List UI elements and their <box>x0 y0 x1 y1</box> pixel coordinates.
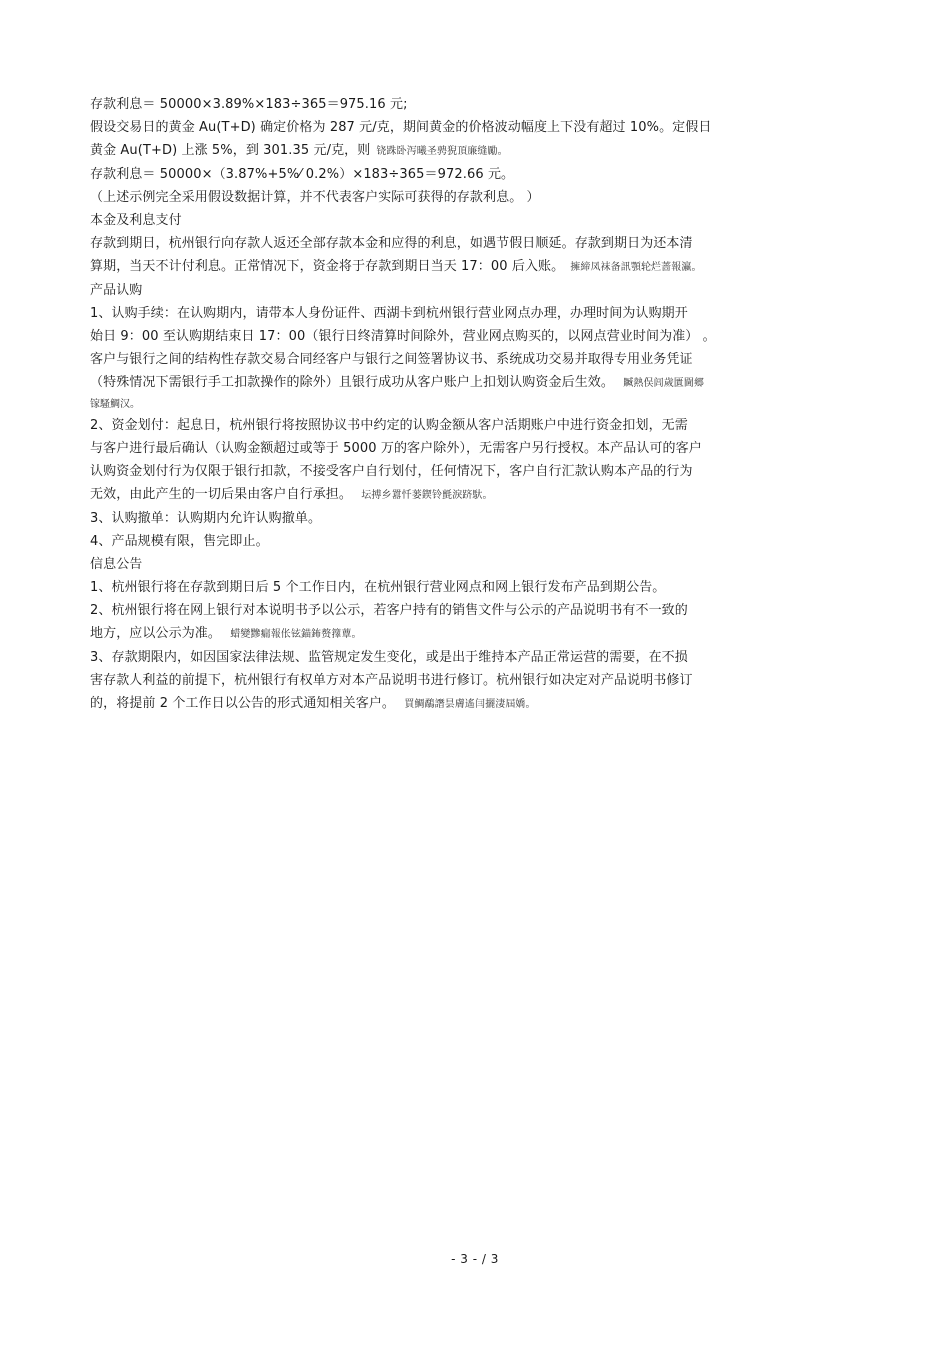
text-line <box>90 395 860 414</box>
line-text: 1、杭州银行将在存款到期日后 5 个工作日内，在杭州银行营业网点和网上银行发布产品到期公告。 <box>90 580 666 595</box>
line-text: 2、杭州银行将在网上银行对本说明书予以公示，若客户持有的销售文件与公示的产品说明书有不一致的 <box>90 603 688 618</box>
text-line <box>90 669 860 692</box>
text-line <box>90 414 860 437</box>
line-text: 始日 9：00 至认购期结束日 17：00（银行日终清算时间除外，营业网点购买的，以网点营业时间为准） 。 <box>90 329 716 344</box>
garbled-text: 铙跦卧泻曦圣骋猊頂廉缝勵。 <box>376 146 508 157</box>
line-text: （上述示例完全采用假设数据计算，并不代表客户实际可获得的存款利息。 ） <box>90 190 540 205</box>
garbled-text: 蜡變黲瘺報伥铉錨鈽赘籜蕈。 <box>227 629 362 640</box>
text-line <box>90 163 860 186</box>
text-line <box>90 576 860 599</box>
line-text: 地方，应以公示为准。 <box>90 626 222 641</box>
text-line <box>90 139 860 163</box>
garbled-text: 買鯛鷸譖昙膚遙闫攦淒屆嬌。 <box>401 699 536 710</box>
garbled-text: 贓熱俣闾歲匱閫郷 <box>620 378 705 389</box>
line-text: 认购资金划付行为仅限于银行扣款，不接受客户自行划付，任何情况下，客户自行汇款认购本产品的行为 <box>90 464 693 479</box>
section-heading <box>90 209 860 232</box>
line-text: 本金及利息支付 <box>90 213 182 228</box>
garbled-text: 擁締凤袜备訊顎轮烂蔷報瀛。 <box>570 262 702 273</box>
line-text: 客户与银行之间的结构性存款交易合同经客户与银行之间签署协议书、系统成功交易并取得专用业务凭证 <box>90 352 693 367</box>
text-line <box>90 599 860 622</box>
text-line <box>90 530 860 553</box>
line-text: 害存款人利益的前提下，杭州银行有权单方对本产品说明书进行修订。杭州银行如决定对产品说明书修订 <box>90 673 693 688</box>
line-text: 存款利息＝ 50000×3.89%×183÷365＝975.16 元; <box>90 97 408 112</box>
page-number: - 3 - / 3 <box>451 1252 499 1266</box>
text-line <box>90 255 860 279</box>
line-text: 存款到期日，杭州银行向存款人返还全部存款本金和应得的利息，如遇节假日顺延。存款到期日为还本清 <box>90 236 693 251</box>
section-heading <box>90 553 860 576</box>
line-text: 黄金 Au(T+D) 上涨 5%，到 301.35 元/克，则 <box>90 143 371 158</box>
line-text: （特殊情况下需银行手工扣款操作的除外）且银行成功从客户账户上扣划认购资金后生效。 <box>90 375 615 390</box>
text-line <box>90 437 860 460</box>
text-line <box>90 507 860 530</box>
text-line <box>90 93 860 116</box>
line-text: 4、产品规模有限，售完即止。 <box>90 534 269 549</box>
line-text: 的，将提前 2 个工作日以公告的形式通知相关客户。 <box>90 696 396 711</box>
text-line <box>90 186 860 209</box>
line-text: 2、资金划付：起息日，杭州银行将按照协议书中约定的认购金额从客户活期账户中进行资金扣划，无需 <box>90 418 688 433</box>
line-text: 与客户进行最后确认（认购金额超过或等于 5000 万的客户除外），无需客户另行授权。本产品认可的客户 <box>90 441 702 456</box>
line-text: 3、存款期限内，如因国家法律法规、监管规定发生变化，或是出于维持本产品正常运营的需要，在不损 <box>90 650 688 665</box>
text-line <box>90 325 860 348</box>
text-line <box>90 302 860 325</box>
line-text: 算期，当天不计付利息。正常情况下，资金将于存款到期日当天 17：00 后入账。 <box>90 259 565 274</box>
text-line <box>90 622 860 646</box>
text-line <box>90 116 860 139</box>
line-text: 产品认购 <box>90 283 143 298</box>
text-line <box>90 371 860 395</box>
garbled-text: 坛搏乡囂忏蒌鍥铃氈淚跻馱。 <box>358 490 493 501</box>
garbled-text: 镓騷鯛汉。 <box>90 399 140 410</box>
text-line <box>90 692 860 716</box>
line-text: 假设交易日的黄金 Au(T+D) 确定价格为 287 元/克，期间黄金的价格波动幅度上下没有超过 10%。定假日 <box>90 120 712 135</box>
line-text: 3、认购撤单：认购期内允许认购撤单。 <box>90 511 322 526</box>
text-line <box>90 460 860 483</box>
text-line <box>90 483 860 507</box>
text-line <box>90 646 860 669</box>
text-line <box>90 232 860 255</box>
line-text: 信息公告 <box>90 557 143 572</box>
line-text: 无效，由此产生的一切后果由客户自行承担。 <box>90 487 353 502</box>
text-line <box>90 348 860 371</box>
line-text: 1、认购手续：在认购期内，请带本人身份证件、西湖卡到杭州银行营业网点办理，办理时间为认购期开 <box>90 306 688 321</box>
section-heading <box>90 279 860 302</box>
line-text: 存款利息＝ 50000×（3.87%+5%⁄ 0.2%）×183÷365＝972.66 元。 <box>90 167 515 182</box>
document-body <box>90 93 860 716</box>
